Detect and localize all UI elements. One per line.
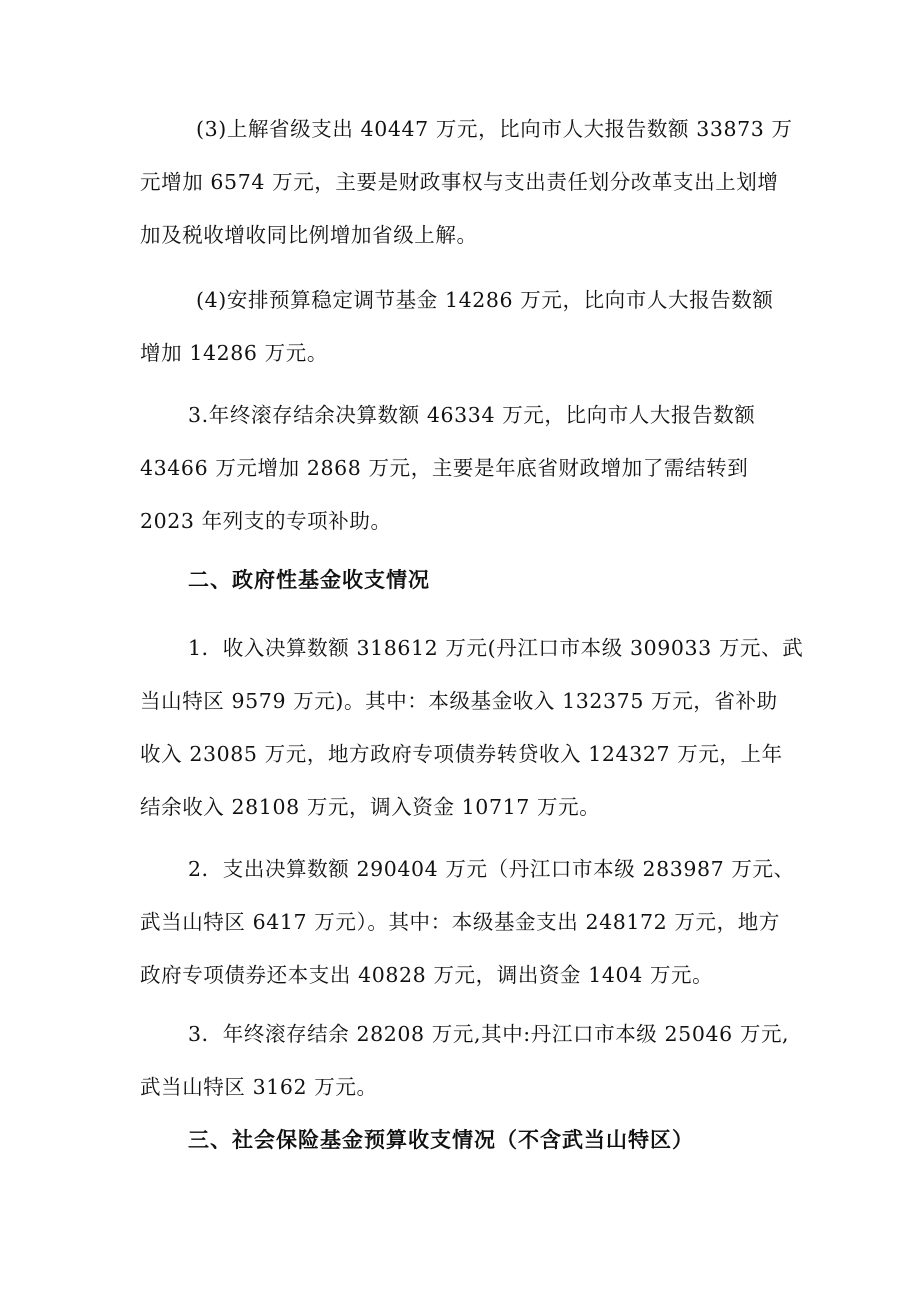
text-line: (4)安排预算稳定调节基金 14286 万元，比向市人大报告数额 xyxy=(196,288,774,312)
section-heading-government-fund: 二、政府性基金收支情况 xyxy=(188,568,430,592)
text-line: 2023 年列支的专项补助。 xyxy=(140,509,392,533)
text-line: 元增加 6574 万元，主要是财政事权与支出责任划分改革支出上划增 xyxy=(140,170,779,194)
text-line: 1．收入决算数额 318612 万元(丹江口市本级 309033 万元、武 xyxy=(188,636,804,660)
text-line: 政府专项债券还本支出 40828 万元，调出资金 1404 万元。 xyxy=(140,963,714,987)
text-line: 2．支出决算数额 290404 万元（丹江口市本级 283987 万元、 xyxy=(188,857,795,881)
paragraph-fund-expenditure xyxy=(140,843,795,1002)
paragraph-provincial-remittance xyxy=(140,103,793,262)
paragraph-fund-balance xyxy=(140,1008,790,1114)
text-line: 3.年终滚存结余决算数额 46334 万元，比向市人大报告数额 xyxy=(188,403,756,427)
paragraph-fund-revenue xyxy=(140,622,804,834)
text-line: 加及税收增收同比例增加省级上解。 xyxy=(140,223,478,247)
text-line: 收入 23085 万元，地方政府专项债券转贷收入 124327 万元，上年 xyxy=(140,742,783,766)
section-heading-social-insurance-fund: 三、社会保险基金预算收支情况（不含武当山特区） xyxy=(188,1128,694,1152)
text-line: 43466 万元增加 2868 万元，主要是年底省财政增加了需结转到 xyxy=(140,456,749,480)
text-line: (3)上解省级支出 40447 万元，比向市人大报告数额 33873 万 xyxy=(196,117,793,141)
paragraph-year-end-balance xyxy=(140,389,780,548)
paragraph-stabilization-fund xyxy=(140,274,780,380)
text-line: 3．年终滚存结余 28208 万元,其中:丹江口市本级 25046 万元, xyxy=(188,1022,790,1046)
text-line: 增加 14286 万元。 xyxy=(140,341,328,365)
text-line: 武当山特区 6417 万元）。其中：本级基金支出 248172 万元，地方 xyxy=(140,910,780,934)
text-line: 武当山特区 3162 万元。 xyxy=(140,1075,378,1099)
text-line: 当山特区 9579 万元)。其中：本级基金收入 132375 万元，省补助 xyxy=(140,689,778,713)
text-line: 结余收入 28108 万元，调入资金 10717 万元。 xyxy=(140,795,601,819)
